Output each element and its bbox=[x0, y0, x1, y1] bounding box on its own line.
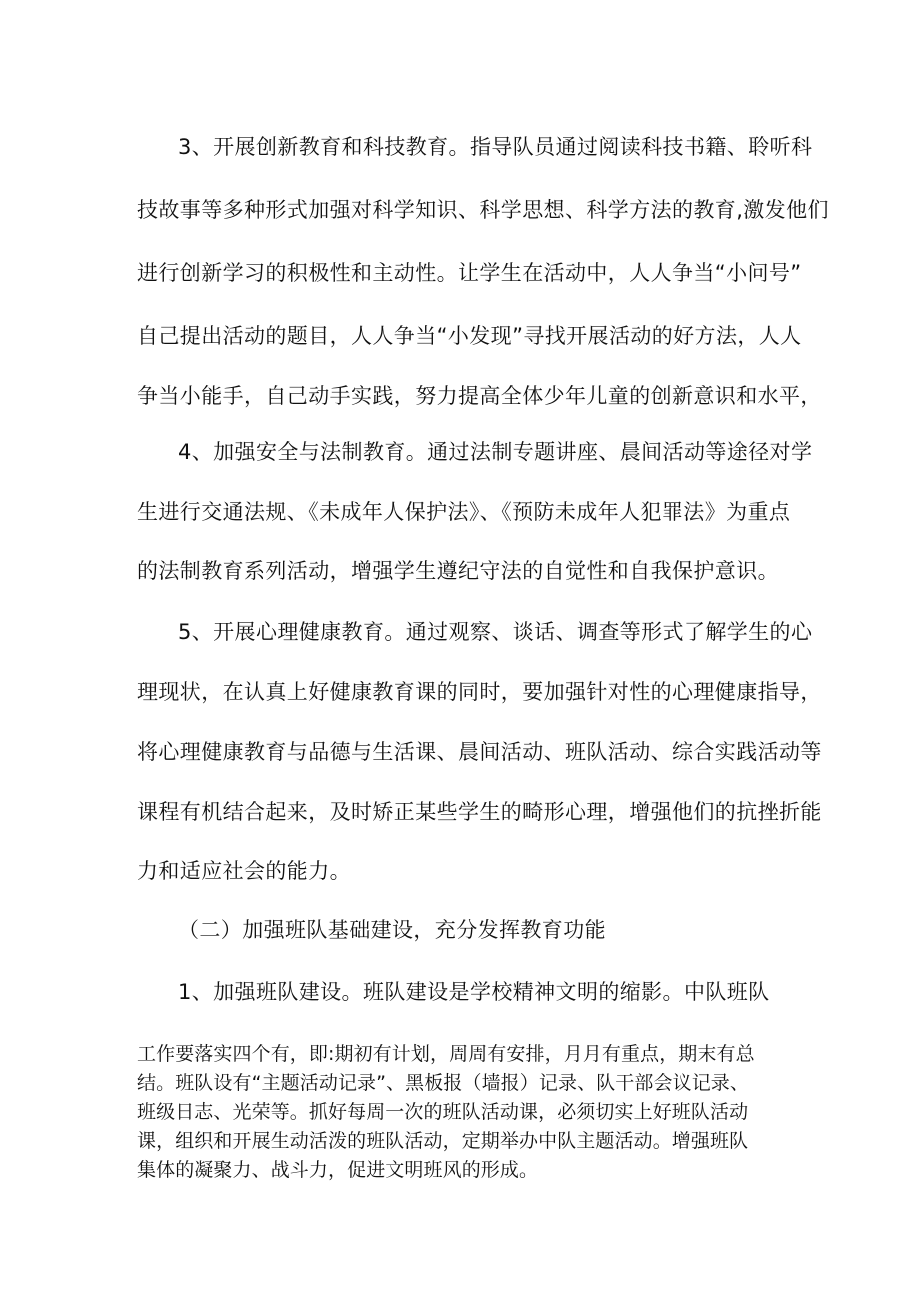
dense-paragraph-line-5: 集体的凝聚力、战斗力，促进文明班风的形成。 bbox=[137, 1159, 539, 1181]
paragraph-4-line-1: 4、加强安全与法制教育。通过法制专题讲座、晨间活动等途径对学 bbox=[178, 440, 813, 464]
dense-paragraph-line-4: 课，组织和开展生动活泼的班队活动，定期举办中队主题活动。增强班队 bbox=[137, 1130, 749, 1152]
paragraph-3-line-2: 技故事等多种形式加强对科学知识、科学思想、科学方法的教育,激发他们 bbox=[137, 198, 829, 222]
dense-paragraph-line-3: 班级日志、光荣等。抓好每周一次的班队活动课，必须切实上好班队活动 bbox=[137, 1101, 749, 1123]
paragraph-5-line-5: 力和适应社会的能力。 bbox=[137, 859, 351, 883]
paragraph-4-line-2: 生进行交通法规、《未成年人保护法》、《预防未成年人犯罪法》为重点 bbox=[137, 500, 791, 524]
dense-paragraph-line-1: 工作要落实四个有，即:期初有计划，周周有安排，月月有重点，期末有总 bbox=[137, 1043, 755, 1065]
dense-paragraph-line-2: 结。班队设有“主题活动记录”、黑板报（墙报）记录、队干部会议记录、 bbox=[137, 1072, 749, 1094]
section-heading: （二）加强班队基础建设，充分发挥教育功能 bbox=[178, 918, 606, 942]
paragraph-3-line-5: 争当小能手，自己动手实践，努力提高全体少年儿童的创新意识和水平， bbox=[137, 384, 822, 408]
paragraph-5-line-2: 理现状，在认真上好健康教育课的同时，要加强针对性的心理健康指导， bbox=[137, 680, 822, 704]
paragraph-5-line-3: 将心理健康教育与品德与生活课、晨间活动、班队活动、综合实践活动等 bbox=[137, 740, 822, 764]
paragraph-3-line-3: 进行创新学习的积极性和主动性。让学生在活动中，人人争当“小问号” bbox=[137, 261, 802, 285]
paragraph-1-line-1: 1、加强班队建设。班队建设是学校精神文明的缩影。中队班队 bbox=[178, 980, 770, 1004]
paragraph-5-line-4: 课程有机结合起来，及时矫正某些学生的畸形心理，增强他们的抗挫折能 bbox=[137, 800, 822, 824]
paragraph-3-line-4: 自己提出活动的题目，人人争当“小发现”寻找开展活动的好方法，人人 bbox=[137, 324, 802, 348]
paragraph-3-line-1: 3、开展创新教育和科技教育。指导队员通过阅读科技书籍、聆听科 bbox=[178, 135, 813, 159]
paragraph-5-line-1: 5、开展心理健康教育。通过观察、谈话、调查等形式了解学生的心 bbox=[178, 620, 813, 644]
paragraph-4-line-3: 的法制教育系列活动，增强学生遵纪守法的自觉性和自我保护意识。 bbox=[137, 559, 779, 583]
